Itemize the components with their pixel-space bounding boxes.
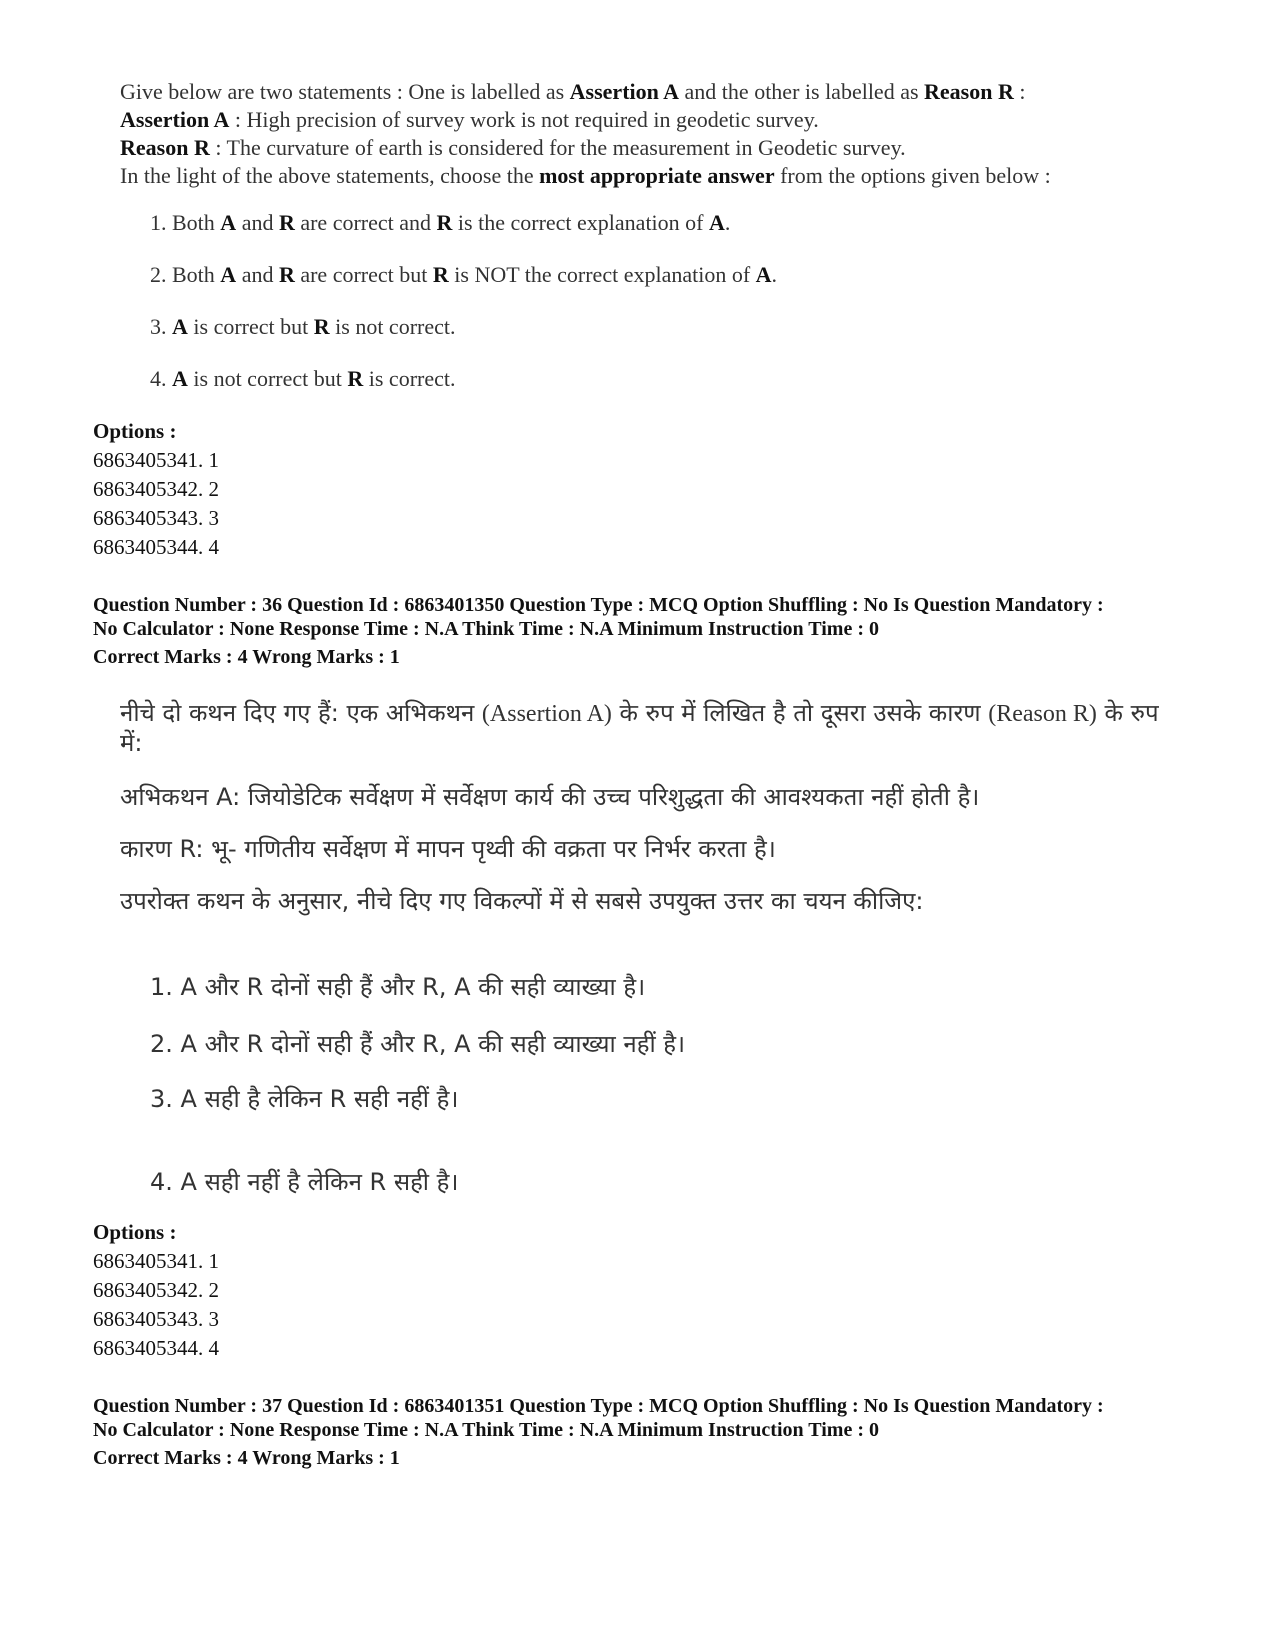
q35-intro: Give below are two statements : One is labelled as Assertion A and the other is labelled as Reason R : (120, 79, 1026, 104)
q36-hindi-choice-1: 1. A और R दोनों सही हैं और R, A की सही व्याख्या है। (150, 973, 646, 1001)
q37-marks: Correct Marks : 4 Wrong Marks : 1 (93, 1447, 400, 1469)
q35-instruction: In the light of the above statements, choose the most appropriate answer from the options given below : (120, 163, 1051, 188)
q35-choice-3: 3. A is correct but R is not correct. (150, 314, 456, 339)
q35-choice-2: 2. Both A and R are correct but R is NOT the correct explanation of A. (150, 262, 778, 287)
q36-meta-header (93, 593, 1253, 669)
q35-options (93, 417, 219, 562)
q36-hindi-intro: नीचे दो कथन दिए गए हैं: एक अभिकथन (Assertion A) के रुप में लिखित है तो दूसरा उसके कारण (Reason R) के रुप (120, 699, 1159, 727)
q37-meta-line1: Question Number : 37 Question Id : 6863401351 Question Type : MCQ Option Shuffling : No Is Question Mandatory : (93, 1395, 1104, 1417)
q35-reason: Reason R : The curvature of earth is considered for the measurement in Geodetic survey. (120, 135, 906, 160)
options-label: Options : (93, 419, 177, 443)
q35-assertion: Assertion A : High precision of survey work is not required in geodetic survey. (120, 107, 819, 132)
q36-meta-line1: Question Number : 36 Question Id : 6863401350 Question Type : MCQ Option Shuffling : No Is Question Mandatory : (93, 594, 1104, 616)
option-item: 6863405342. 2 (93, 477, 219, 501)
q36-hindi-instruction: उपरोक्त कथन के अनुसार, नीचे दिए गए विकल्पों में से सबसे उपयुक्त उत्तर का चयन कीजिए: (120, 887, 924, 915)
q36-hindi-reason: कारण R: भू- गणितीय सर्वेक्षण में मापन पृथ्वी की वक्रता पर निर्भर करता है। (120, 835, 776, 863)
option-item: 6863405341. 1 (93, 1249, 219, 1273)
q36-hindi-choice-4: 4. A सही नहीं है लेकिन R सही है। (150, 1168, 459, 1196)
option-item: 6863405344. 4 (93, 1336, 219, 1360)
q36-meta-line2: No Calculator : None Response Time : N.A Think Time : N.A Minimum Instruction Time : 0 (93, 618, 879, 640)
q36-hindi-assertion: अभिकथन A: जियोडेटिक सर्वेक्षण में सर्वेक्षण कार्य की उच्च परिशुद्धता की आवश्यकता नहीं होती है। (120, 783, 980, 811)
q36-hindi-choice-2: 2. A और R दोनों सही हैं और R, A की सही व्याख्या नहीं है। (150, 1030, 686, 1058)
q35-choice-4: 4. A is not correct but R is correct. (150, 366, 456, 391)
q35-choice-1: 1. Both A and R are correct and R is the correct explanation of A. (150, 210, 731, 235)
q37-meta-line2: No Calculator : None Response Time : N.A Think Time : N.A Minimum Instruction Time : 0 (93, 1419, 879, 1441)
option-item: 6863405343. 3 (93, 506, 219, 530)
q37-meta-header (93, 1394, 1253, 1470)
q36-hindi-choice-3: 3. A सही है लेकिन R सही नहीं है। (150, 1085, 459, 1113)
question-35-statement (120, 78, 1220, 190)
q36-marks: Correct Marks : 4 Wrong Marks : 1 (93, 646, 400, 668)
option-item: 6863405343. 3 (93, 1307, 219, 1331)
q36-options (93, 1218, 219, 1363)
q36-hindi-intro-cont: में: (120, 729, 143, 757)
option-item: 6863405342. 2 (93, 1278, 219, 1302)
option-item: 6863405344. 4 (93, 535, 219, 559)
option-item: 6863405341. 1 (93, 448, 219, 472)
options-label: Options : (93, 1220, 177, 1244)
